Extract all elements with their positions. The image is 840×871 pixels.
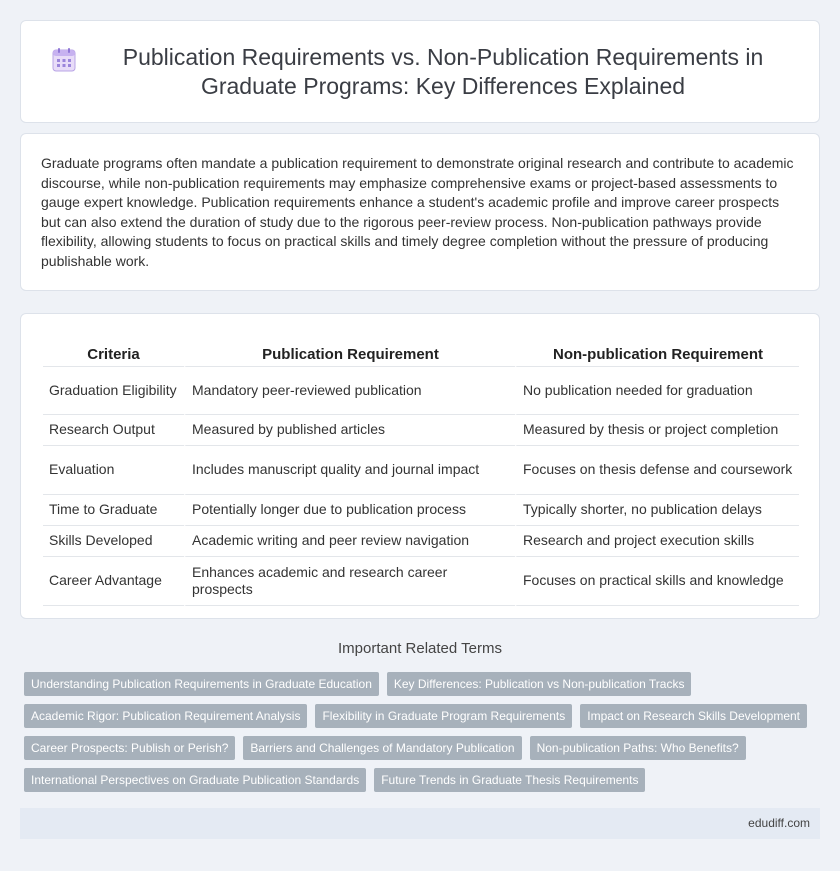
table-row xyxy=(43,526,799,557)
header-non-publication: Non-publication Requirement xyxy=(515,334,799,367)
table-cell-criteria: Evaluation xyxy=(43,446,184,495)
table-row xyxy=(43,415,799,446)
table-cell-non-publication: Focuses on thesis defense and coursework xyxy=(515,446,799,495)
header-criteria: Criteria xyxy=(43,334,184,367)
table-cell-non-publication: No publication needed for graduation xyxy=(515,367,799,415)
header-publication: Publication Requirement xyxy=(184,334,515,367)
related-term-tag[interactable]: Future Trends in Graduate Thesis Requirements xyxy=(374,768,645,792)
table-cell-non-publication: Focuses on practical skills and knowledge xyxy=(515,557,799,606)
related-term-tag[interactable]: Key Differences: Publication vs Non-publication Tracks xyxy=(387,672,692,696)
table-cell-publication: Measured by published articles xyxy=(184,415,515,446)
table-cell-criteria: Career Advantage xyxy=(43,557,184,606)
table-header-row xyxy=(43,334,799,367)
table-cell-criteria: Graduation Eligibility xyxy=(43,367,184,415)
table-cell-non-publication: Measured by thesis or project completion xyxy=(515,415,799,446)
table-row xyxy=(43,367,799,415)
table-cell-publication: Potentially longer due to publication process xyxy=(184,495,515,526)
related-term-tag[interactable]: Understanding Publication Requirements in Graduate Education xyxy=(24,672,379,696)
related-term-tag[interactable]: International Perspectives on Graduate Publication Standards xyxy=(24,768,366,792)
table-cell-publication: Includes manuscript quality and journal impact xyxy=(184,446,515,495)
table-cell-non-publication: Research and project execution skills xyxy=(515,526,799,557)
comparison-table xyxy=(43,334,799,606)
related-term-tag[interactable]: Non-publication Paths: Who Benefits? xyxy=(530,736,746,760)
related-term-tag[interactable]: Impact on Research Skills Development xyxy=(580,704,807,728)
related-term-tag[interactable]: Flexibility in Graduate Program Requirements xyxy=(315,704,572,728)
intro-paragraph: Graduate programs often mandate a publication requirement to demonstrate original research and contribute to academic discourse, while non-publication requirements may emphasize comprehensive exams or project-based assessments to gauge expert knowledge. Publication requirements enhance a student's academic profile and improve career prospects but can also extend the duration of study due to the rigorous peer-review process. Non-publication pathways provide flexibility, allowing students to focus on practical skills and timely degree completion without the pressure of producing publishable work. xyxy=(41,155,794,269)
table-row xyxy=(43,446,799,495)
table-row xyxy=(43,557,799,606)
intro-card xyxy=(20,133,820,291)
table-row xyxy=(43,495,799,526)
related-term-tag[interactable]: Barriers and Challenges of Mandatory Publication xyxy=(243,736,521,760)
footer xyxy=(20,808,820,839)
page-title: Publication Requirements vs. Non-Publication Requirements in Graduate Programs: Key Differences Explained xyxy=(122,43,764,99)
table-cell-non-publication: Typically shorter, no publication delays xyxy=(515,495,799,526)
title-card xyxy=(20,20,820,123)
related-term-tag[interactable]: Academic Rigor: Publication Requirement Analysis xyxy=(24,704,307,728)
table-cell-criteria: Research Output xyxy=(43,415,184,446)
related-terms-title: Important Related Terms xyxy=(338,640,502,657)
title-wrap xyxy=(51,43,789,101)
related-term-tag[interactable]: Career Prospects: Publish or Perish? xyxy=(24,736,235,760)
table-cell-publication: Academic writing and peer review navigation xyxy=(184,526,515,557)
calendar-icon xyxy=(51,47,77,73)
comparison-card xyxy=(20,313,820,619)
table-cell-criteria: Time to Graduate xyxy=(43,495,184,526)
table-cell-criteria: Skills Developed xyxy=(43,526,184,557)
related-terms-list xyxy=(24,672,824,800)
table-cell-publication: Enhances academic and research career prospects xyxy=(184,557,515,606)
footer-site-link[interactable]: edudiff.com xyxy=(748,816,810,830)
table-cell-publication: Mandatory peer-reviewed publication xyxy=(184,367,515,415)
